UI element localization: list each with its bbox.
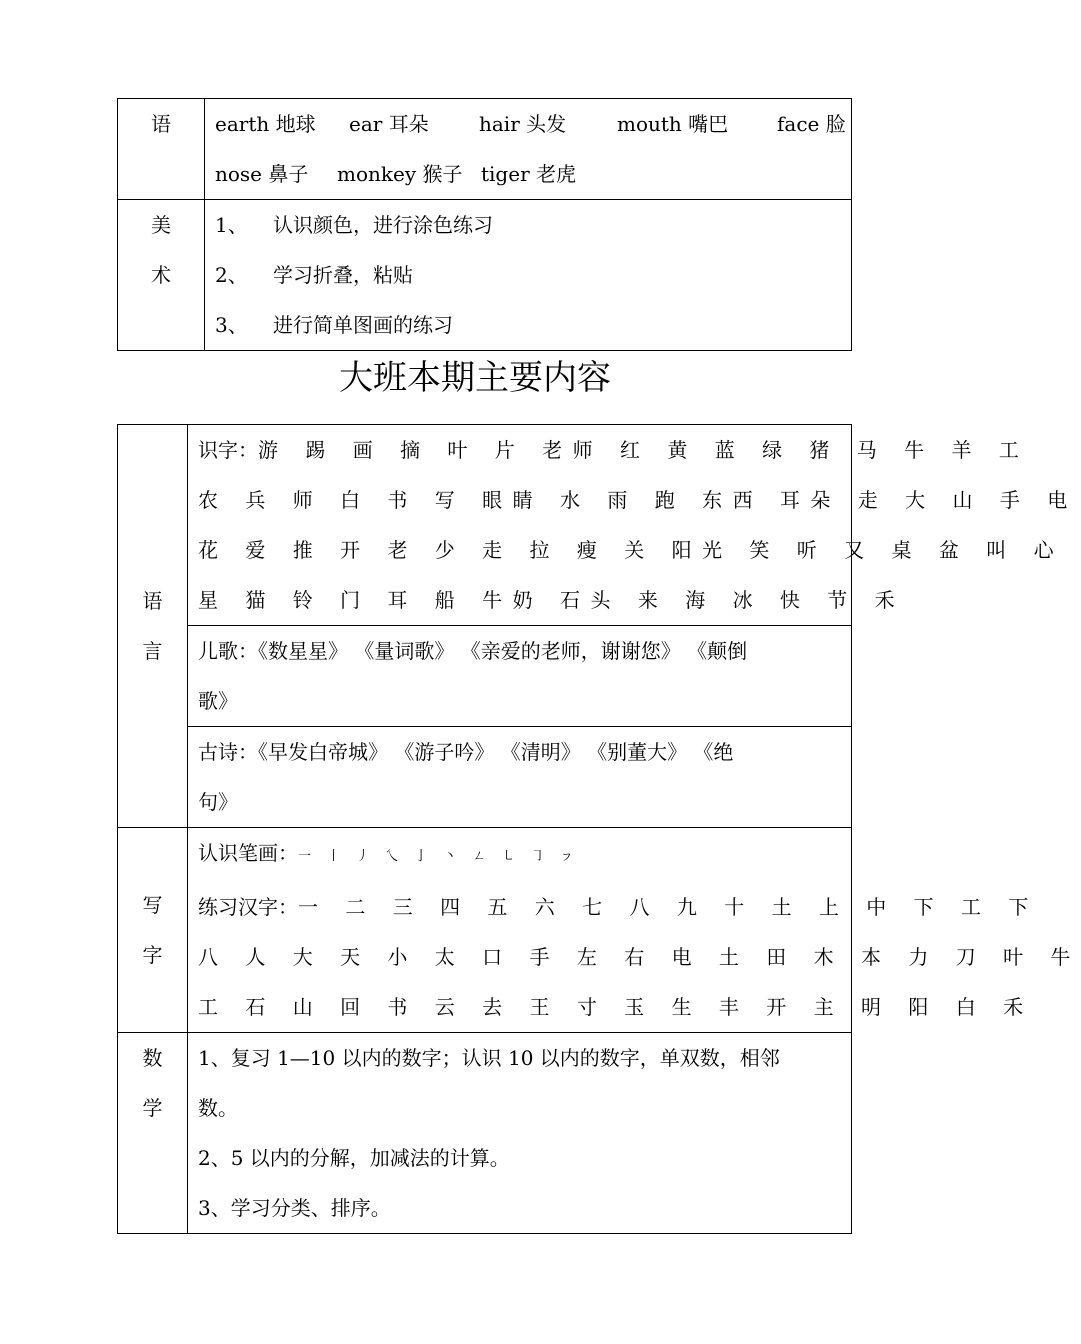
- writing-label-cell: [118, 828, 188, 1033]
- art-item: 1、 认识颜色，进行涂色练习: [215, 213, 493, 237]
- math-row: [118, 1033, 852, 1234]
- english-vocab-cell: [205, 99, 852, 200]
- writing-label-char: 写: [142, 893, 163, 917]
- language-songs-row: [118, 626, 852, 727]
- writing-row: [118, 828, 852, 1033]
- songs-cell: [188, 626, 852, 727]
- art-label-char: 美: [151, 213, 171, 237]
- main-content-table: [117, 424, 1081, 1234]
- vocab-item: tiger 老虎: [481, 162, 576, 186]
- vocab-item: ear 耳朵: [349, 112, 429, 136]
- art-label-cell: [118, 200, 205, 351]
- art-label-char: 术: [151, 263, 171, 287]
- writing-label-char: 字: [142, 943, 163, 967]
- math-line: 2、5 以内的分解，加减法的计算。: [198, 1146, 510, 1170]
- literacy-cell: [188, 425, 1078, 626]
- math-line: 3、学习分类、排序。: [198, 1196, 391, 1220]
- vocab-line-1: [205, 99, 851, 149]
- vocab-item: face 脸: [777, 112, 846, 136]
- literacy-line: 农 兵 师 白 书 写 眼睛 水 雨 跑 东西 耳朵 走 大 山 手 电: [198, 488, 1078, 512]
- practice-line: 练习汉字：一 二 三 四 五 六 七 八 九 十 土 上 中 下 工 下: [198, 895, 1039, 919]
- literacy-line: 星 猫 铃 门 耳 船 牛奶 石头 来 海 冰 快 节 禾: [198, 588, 906, 612]
- math-label-char: 数: [142, 1046, 163, 1070]
- language-literacy-row: [118, 425, 852, 626]
- art-item: 2、 学习折叠，粘贴: [215, 263, 413, 287]
- top-subject-table: [117, 98, 852, 351]
- math-line: 1、复习 1—10 以内的数字；认识 10 以内的数字，单双数，相邻: [198, 1046, 780, 1070]
- songs-line: 歌》: [198, 689, 238, 713]
- strokes-line: 认识笔画：一 丨 丿 乀 亅 丶 ㄥ ㇄ ㇆ ㇷ: [198, 841, 580, 865]
- math-cell: [188, 1033, 852, 1234]
- vocab-item: monkey 猴子: [337, 162, 463, 186]
- art-item: 3、 进行简单图画的练习: [215, 313, 453, 337]
- language-label-char: 语: [142, 589, 163, 613]
- english-label: 语: [151, 112, 171, 136]
- math-label-char: 学: [142, 1096, 163, 1120]
- songs-line: 儿歌：《数星星》 《量词歌》 《亲爱的老师，谢谢您》 《颠倒: [198, 639, 748, 663]
- vocab-item: nose 鼻子: [215, 162, 309, 186]
- poems-line: 古诗：《早发白帝城》 《游子吟》 《清明》 《别董大》 《绝: [198, 740, 734, 764]
- vocab-item: mouth 嘴巴: [617, 112, 729, 136]
- vocab-line-2: [205, 149, 851, 199]
- strokes-list: 一 丨 丿 乀 亅 丶 ㄥ ㇄ ㇆ ㇷ: [298, 849, 580, 864]
- practice-line: 八 人 大 天 小 太 口 手 左 右 电 土 田 木 本 力 刀 叶 牛: [198, 945, 1081, 969]
- art-row: [118, 200, 852, 351]
- vocab-item: earth 地球: [215, 112, 316, 136]
- writing-cell: [188, 828, 1081, 1033]
- literacy-line: 花 爱 推 开 老 少 走 拉 瘦 关 阳光 笑 听 又 桌 盆 叫 心: [198, 538, 1065, 562]
- math-line: 数。: [198, 1096, 238, 1120]
- language-label-cell: [118, 425, 188, 828]
- language-poems-row: [118, 727, 852, 828]
- art-content-cell: [205, 200, 852, 351]
- page-title: 大班本期主要内容: [339, 358, 611, 398]
- practice-line: 工 石 山 回 书 云 去 王 寸 玉 生 丰 开 主 明 阳 白 禾: [198, 995, 1034, 1019]
- poems-line: 句》: [198, 790, 238, 814]
- poems-cell: [188, 727, 852, 828]
- english-label-cell: [118, 99, 205, 200]
- math-label-cell: [118, 1033, 188, 1234]
- english-row: [118, 99, 852, 200]
- literacy-line: 识字：游 踢 画 摘 叶 片 老师 红 黄 蓝 绿 猪 马 牛 羊 工: [198, 438, 1030, 462]
- vocab-item: hair 头发: [479, 112, 567, 136]
- language-label-char: 言: [142, 639, 163, 663]
